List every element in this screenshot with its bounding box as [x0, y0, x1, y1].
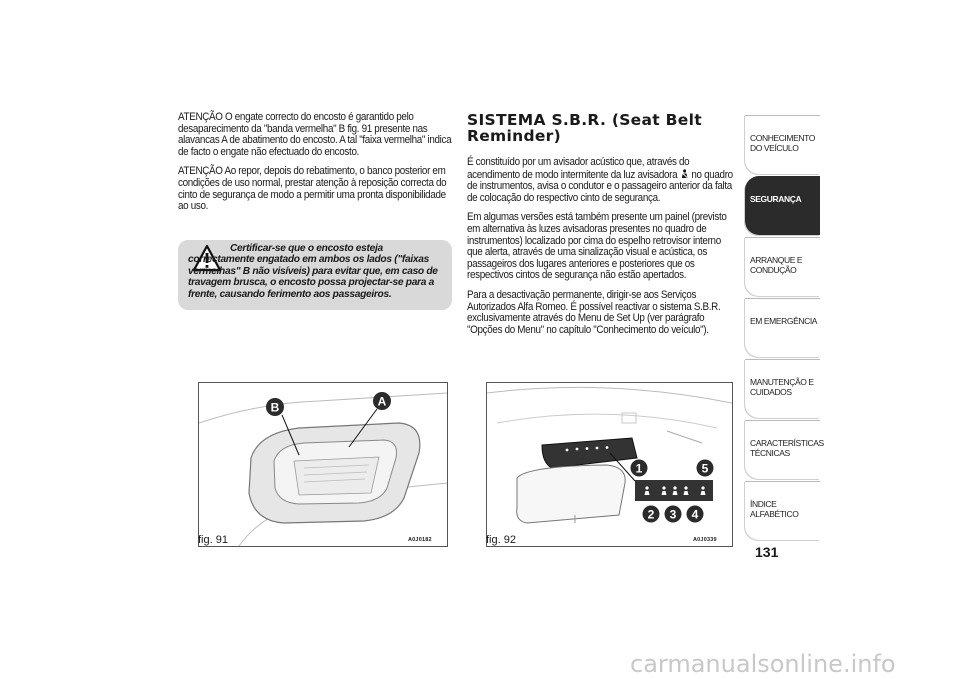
- seat-lever-illustration: [199, 383, 447, 546]
- tab-indice-alfabetico[interactable]: ÍNDICE ALFABÉTICO: [745, 481, 820, 540]
- sbr-panel-illustration: [487, 383, 732, 546]
- left-column: [178, 112, 453, 221]
- tab-arranque-e-conducao[interactable]: ARRANQUE E CONDUÇÃO: [745, 237, 820, 296]
- figure-92: [486, 382, 733, 547]
- tab-conhecimento-do-veiculo[interactable]: CONHECIMENTO DO VEÍCULO: [745, 115, 820, 174]
- attention-paragraph-2: ATENÇÃO Ao repor, depois do rebatimento, o banco posterior em condições de uso normal, prestar atenção à reposição correcta do cinto de segurança de modo a permitir uma pronta disponibilidade ao uso.: [178, 165, 447, 213]
- sbr-paragraph-1-end: no quadro de instrumentos, avisa o condutor e o passageiro anterior da falta de colocação do respectivo cinto de segurança.: [467, 168, 733, 204]
- label-b: B: [270, 400, 280, 415]
- tab-manutencao-e-cuidados[interactable]: MANUTENÇÃO E CUIDADOS: [745, 359, 820, 418]
- watermark: carmanualsonline.info: [630, 650, 896, 678]
- tab-seguranca[interactable]: SEGURANÇA: [745, 176, 820, 235]
- attention-paragraph-1: ATENÇÃO O engate correcto do encosto é garantido pelo desaparecimento da "banda vermelha" B fig. 91 presente nas alavancas A de abatimento do encosto. A tal "faixa vermelha" indica de facto o engate não efectuado do encosto.: [178, 111, 452, 158]
- label-a: A: [377, 394, 387, 409]
- figure-91-code: A0J0182: [408, 537, 432, 543]
- seatbelt-warning-icon: [680, 169, 689, 179]
- label-2: 2: [647, 507, 655, 522]
- sbr-paragraph-1: [467, 157, 738, 204]
- label-3: 3: [669, 507, 677, 522]
- warning-text: Certificar-se que o encosto esteja correctamente engatado em ambos os lados ("faixas vermelhas" B não visíveis) para evitar que, em caso de travagem brusca, o encosto possa projectar-se para a frente, causando ferimento aos passageiros.: [188, 243, 438, 300]
- tab-caracteristicas-tecnicas[interactable]: CARACTERÍSTICAS TÉCNICAS: [745, 420, 820, 479]
- section-heading: SISTEMA S.B.R. (Seat Belt Reminder): [467, 111, 702, 145]
- figure-92-code: A0J0339: [693, 537, 717, 543]
- label-1: 1: [635, 461, 643, 476]
- figure-92-caption: fig. 92: [486, 534, 516, 546]
- figure-91-caption: fig. 91: [198, 534, 228, 546]
- chapter-tabs: [745, 115, 824, 542]
- sbr-paragraph-1-start: É constituído por um avisador acústico que, através do acendimento de modo intermitente da luz avisadora: [467, 156, 690, 181]
- label-5: 5: [701, 461, 709, 476]
- sbr-paragraph-2: Em algumas versões está também presente um painel (previsto em alternativa às luzes avisadoras presentes no quadro de instrumentos) localizado por cima do espelho retrovisor interno que alerta, através de uma sinalização visual e acústica, os passageiros dos lugares anteriores e posteriores que os respectivos cintos de segurança não estão apertados.: [467, 211, 727, 282]
- tab-em-emergencia[interactable]: EM EMERGÊNCIA: [745, 298, 820, 357]
- right-column: [467, 112, 739, 344]
- page-number: 131: [755, 544, 779, 560]
- figure-91: [198, 382, 448, 547]
- warning-box: [178, 240, 452, 310]
- label-4: 4: [691, 507, 699, 522]
- sbr-paragraph-3: Para a desactivação permanente, dirigir-se aos Serviços Autorizados Alfa Romeo. É possível reactivar o sistema S.B.R. exclusivamente através do Menu de Set Up (ver parágrafo "Opções do Menu" no capítulo "Conhecimento do veículo").: [467, 288, 721, 336]
